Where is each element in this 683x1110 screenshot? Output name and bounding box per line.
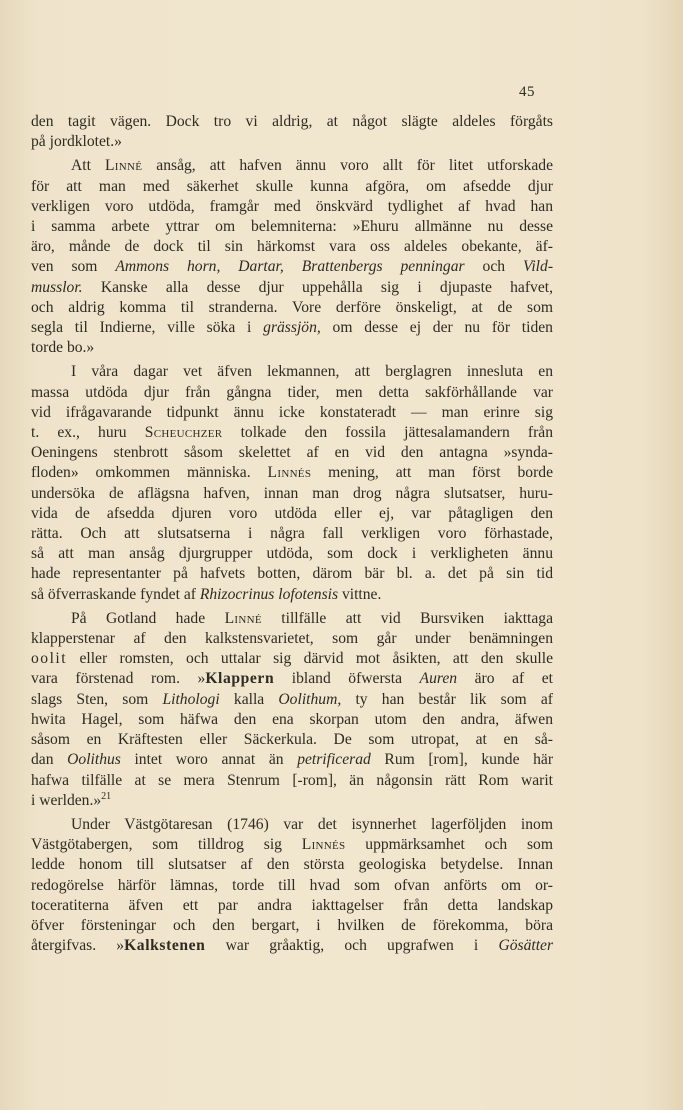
text-segment: Kanske alla desse djur uppehålla sig i djupaste hafvet, xyxy=(82,278,553,296)
text-segment: Oolithus xyxy=(67,751,121,769)
text-line xyxy=(31,710,553,730)
text-line xyxy=(31,362,553,382)
text-segment: musslor. xyxy=(31,278,83,296)
text-line xyxy=(31,791,553,811)
text-segment: och xyxy=(464,258,523,276)
text-line xyxy=(31,504,553,524)
text-segment: i samma arbete yttrar om belemniterna: »Ehuru allmänne nu desse xyxy=(31,218,553,236)
text-segment: Rum [rom], kunde här xyxy=(370,751,554,769)
text-line xyxy=(31,564,553,584)
text-line xyxy=(31,544,553,564)
text-segment: kalla xyxy=(219,690,279,708)
text-line xyxy=(31,318,553,338)
text-segment: ledde honom till slutsatser af den största geologiska betydelse. Innan xyxy=(31,856,553,874)
text-line xyxy=(31,484,553,504)
text-line xyxy=(31,257,553,277)
text-line xyxy=(31,855,553,875)
text-segment: torde bo.» xyxy=(31,339,95,357)
text-line xyxy=(31,443,553,463)
text-segment: såsom en Kräftesten eller Säckerkula. De som utropat, at en så- xyxy=(31,731,553,749)
text-line xyxy=(31,750,553,770)
text-segment: äro, månde de dock til sin härkomst vara oss aldeles obekante, äf- xyxy=(31,238,553,256)
text-segment: intet woro annat än xyxy=(120,751,298,769)
text-segment: Auren xyxy=(419,670,458,688)
text-line xyxy=(31,936,553,956)
text-segment: grässjön, xyxy=(263,319,321,337)
text-line xyxy=(31,609,553,629)
text-line xyxy=(31,132,553,152)
text-segment: undersöka de aflägsna hafven, innan man drog några slutsatser, huru- xyxy=(31,484,553,502)
text-line xyxy=(31,771,553,791)
text-segment: Under Västgötaresan (1746) var det isynnerhet lagerföljden inom xyxy=(71,815,553,833)
text-line xyxy=(31,197,553,217)
text-segment: toceratiterna äfven ett par andra iakttagelser från detta landskap xyxy=(31,896,553,914)
text-segment: mening, att man först borde xyxy=(311,464,553,482)
text-segment: tolkade den fossila jättesalamandern från xyxy=(222,424,553,442)
text-segment: ty han består lik som af xyxy=(341,690,553,708)
text-segment: tillfälle att vid Bursviken iakttaga xyxy=(261,609,553,627)
text-segment: Linné xyxy=(104,157,143,175)
text-line xyxy=(31,835,553,855)
text-segment: dan xyxy=(31,751,68,769)
text-segment: t. ex., huru xyxy=(31,424,145,442)
text-segment: hade representanter på hafvets botten, därom bär bl. a. det på sin tid xyxy=(31,565,553,583)
text-line xyxy=(31,876,553,896)
text-segment: ven som xyxy=(31,258,116,276)
text-segment: Oolithum, xyxy=(278,690,342,708)
text-segment: hwita Hagel, som häfwa den ena skorpan utom den andra, äfwen xyxy=(31,710,553,728)
text-segment: Rhizocrinus lofotensis xyxy=(199,585,339,603)
text-segment: Gösätter xyxy=(498,937,554,955)
text-segment: Ammons horn, Dartar, Brattenbergs penningar xyxy=(115,258,465,276)
text-segment: Scheuchzer xyxy=(144,424,223,442)
text-segment: ibland öfwersta xyxy=(274,670,420,688)
text-segment: Vild- xyxy=(522,258,554,276)
text-segment: vida de afsedda djuren voro utdöda eller ej, var påtagligen den xyxy=(31,504,553,522)
text-segment: oolit xyxy=(31,650,68,668)
text-line xyxy=(31,278,553,298)
text-segment: den tagit vägen. Dock tro vi aldrig, at något slägte aldeles förgåts xyxy=(31,113,553,130)
text-segment: så öfverraskande fyndet af xyxy=(31,585,200,603)
footnote-ref: 21 xyxy=(101,790,112,802)
text-segment: floden» omkommen människa. xyxy=(31,464,268,482)
text-segment: vid ifrågavarande tidpunkt ännu icke konstateradt — man erinre sig xyxy=(31,403,553,421)
text-segment: I våra dagar vet äfven lekmannen, att berglagren innesluta en xyxy=(71,363,553,381)
text-line xyxy=(31,177,553,197)
text-line xyxy=(31,383,553,403)
text-line xyxy=(31,730,553,750)
text-segment: Lithologi xyxy=(162,690,220,708)
text-segment: klapperstenar af den kalkstensvarietet, som går under benämningen xyxy=(31,630,553,648)
text-segment: äro af et xyxy=(457,670,553,688)
text-line xyxy=(31,916,553,936)
text-segment: om desse ej der nu för tiden xyxy=(320,319,553,337)
text-segment: så att man ansåg djurgrupper utdöda, som dock i verkligheten ännu xyxy=(31,545,553,563)
text-segment: eller romsten, och uttalar sig därvid mot åsikten, att den skulle xyxy=(67,650,553,668)
text-segment: petrificerad xyxy=(297,751,371,769)
text-segment: ansåg, att hafven ännu voro allt för litet utforskade xyxy=(142,157,553,175)
text-line xyxy=(31,463,553,483)
text-line xyxy=(31,112,553,132)
body-text xyxy=(31,112,553,956)
text-segment: Linnés xyxy=(301,836,346,854)
text-segment: Linné xyxy=(224,609,262,627)
text-segment: massa utdöda djur från gångna tider, men detta sakförhållande var xyxy=(31,383,553,401)
text-segment: uppmärksamhet och som xyxy=(345,836,553,854)
text-line xyxy=(31,649,553,669)
text-line xyxy=(31,815,553,835)
text-line xyxy=(31,690,553,710)
text-line xyxy=(31,629,553,649)
text-segment: redogörelse härför lämnas, torde till hvad som ofvan anförts om or- xyxy=(31,876,553,894)
text-line xyxy=(31,237,553,257)
text-segment: segla til Indierne, ville söka i xyxy=(31,319,264,337)
text-line xyxy=(31,896,553,916)
text-segment: vara förstenad rom. » xyxy=(31,670,206,688)
text-line xyxy=(31,403,553,423)
text-segment: verkligen voro utdöda, framgår med önskvärd tydlighet af hvad han xyxy=(31,197,553,215)
page-number: 45 xyxy=(519,84,535,100)
text-segment: på jordklotet.» xyxy=(31,133,122,151)
text-segment: Oeningens stenbrott såsom skelettet af en vid den antagna »synda- xyxy=(31,444,553,462)
text-segment: Kalkstenen xyxy=(124,937,206,955)
text-segment: Linnés xyxy=(267,464,312,482)
text-segment: war gråaktig, och upgrafwen i xyxy=(205,937,499,955)
text-segment: i werlden.» xyxy=(31,791,102,809)
text-segment: slags Sten, som xyxy=(31,690,163,708)
text-line xyxy=(31,585,553,605)
text-segment: vittne. xyxy=(338,585,382,603)
text-segment: Klappern xyxy=(205,670,275,688)
text-line xyxy=(31,217,553,237)
text-segment: och aldrig komma til stranderna. Vore derföre önskeligt, at de som xyxy=(31,298,553,316)
text-line xyxy=(31,298,553,318)
text-line xyxy=(31,524,553,544)
text-segment: På Gotland hade xyxy=(71,609,225,627)
text-segment: rätta. Och att slutsatserna i några fall verkligen voro förhastade, xyxy=(31,525,553,543)
text-line xyxy=(31,669,553,689)
text-segment: återgifvas. » xyxy=(31,937,125,955)
text-segment: Västgötabergen, som tilldrog sig xyxy=(31,836,302,854)
text-segment: hafwa tilfälle at se mera Stenrum [-rom], än någonsin rätt Rom warit xyxy=(31,771,553,789)
text-line xyxy=(31,156,553,176)
text-segment: för att man med säkerhet skulle kunna afgöra, om afsedde djur xyxy=(31,177,553,195)
text-segment: öfver försteningar och den bergart, i hvilken de förekomma, böra xyxy=(31,916,553,934)
text-line xyxy=(31,423,553,443)
text-line xyxy=(31,338,553,358)
text-segment: Att xyxy=(71,157,105,175)
